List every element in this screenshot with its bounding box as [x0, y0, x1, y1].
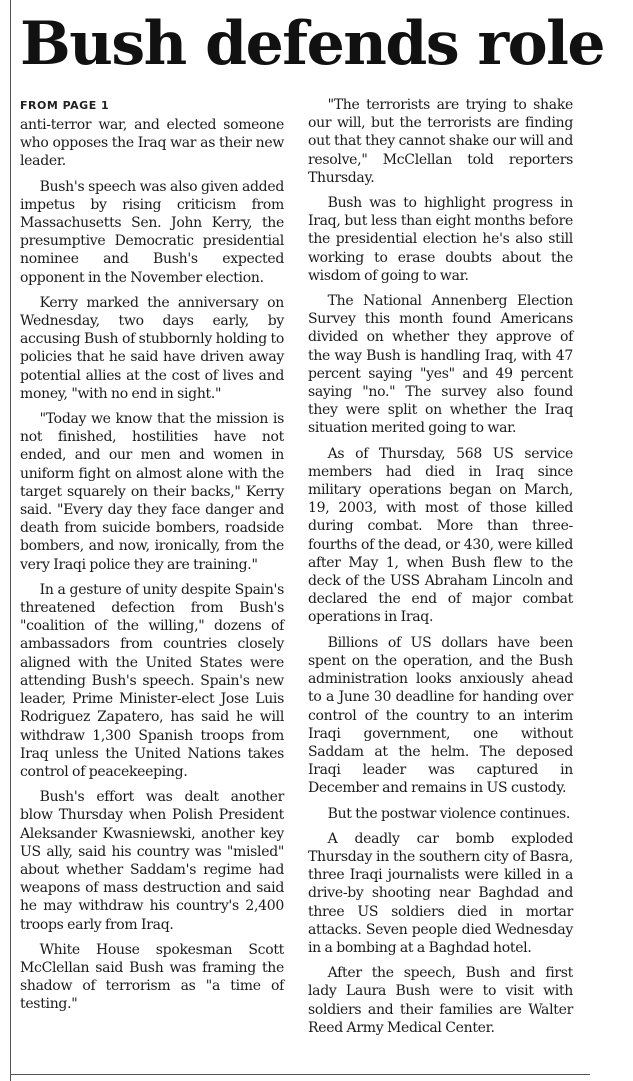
column-rule: [10, 0, 11, 1081]
headline: Bush defends role: [20, 9, 605, 79]
paragraph: White House spokesman Scott McClellan said Bush was framing the shadow of terrorism as "a time of testing.": [20, 941, 284, 1013]
paragraph: In a gesture of unity despite Spain's threatened defection from Bush's "coalition of the willing," dozens of ambassadors from countries closely aligned with the United States were attending Bush's speech. Spain's new leader, Prime Minister-elect Jose Luis Rodriguez Zapatero, has said he will withdraw 1,300 Spanish troops from Iraq unless the United Nations takes control of peacekeeping.: [20, 581, 284, 780]
paragraph: Bush was to highlight progress in Iraq, but less than eight months before the presidential election he's also still working to erase doubts about the wisdom of going to war.: [308, 195, 573, 284]
paragraph: anti-terror war, and elected someone who opposes the Iraq war as their new leader.: [20, 117, 284, 170]
paragraph: A deadly car bomb exploded Thursday in the southern city of Basra, three Iraqi journalists were killed in a drive-by shooting near Baghdad and three US soldiers died in mortar attacks. Seven people died Wednesday in a bombing at a Baghdad hotel.: [308, 830, 573, 956]
paragraph: Bush's effort was dealt another blow Thursday when Polish President Aleksander Kwasniewski, another key US ally, said his country was "misled" about whether Saddam's regime had weapons of mass destruction and said he may withdraw his country's 2,400 troops early from Iraq.: [20, 789, 284, 933]
jump-label: FROM PAGE 1: [20, 99, 110, 112]
left-column: [20, 96, 284, 1021]
paragraph: "Today we know that the mission is not finished, hostilities have not ended, and our men and women in uniform fight on almost alone with the target squarely on their backs," Kerry said. "Every day they face danger and death from suicide bombers, roadside bombers, and now, ironically, from the very Iraqi police they are training.": [20, 411, 284, 573]
paragraph: "The terrorists are trying to shake our will, but the terrorists are finding out that they cannot shake our will and resolve," McClellan told reporters Thursday.: [308, 97, 573, 186]
paragraph: After the speech, Bush and first lady Laura Bush were to visit with soldiers and their families are Walter Reed Army Medical Center.: [308, 965, 573, 1036]
paragraph: Billions of US dollars have been spent on the operation, and the Bush administration looks anxiously ahead to a June 30 deadline for handing over control of the country to an interim Iraqi government, one without Saddam at the helm. The deposed Iraqi leader was captured in December and remains in US custody.: [308, 634, 573, 797]
paragraph: Bush's speech was also given added impetus by rising criticism from Massachusetts Sen. John Kerry, the presumptive Democratic presidential nominee and Bush's expected opponent in the November election.: [20, 178, 284, 286]
paragraph: Kerry marked the anniversary on Wednesday, two days early, by accusing Bush of stubbornly holding to policies that he said have driven away potential allies at the cost of lives and money, "with no end in sight.": [20, 294, 284, 402]
paragraph: As of Thursday, 568 US service members had died in Iraq since military operations began on March, 19, 2003, with most of those killed during combat. More than three-fourths of the dead, or 430, were killed after May 1, when Bush flew to the deck of the USS Abraham Lincoln and declared the end of major combat operations in Iraq.: [308, 445, 573, 626]
paragraph: The National Annenberg Election Survey this month found Americans divided on whether they approve of the way Bush is handling Iraq, with 47 percent saying "yes" and 49 percent saying "no." The survey also found they were split on whether the Iraq situation merited going to war.: [308, 293, 573, 437]
right-column: [308, 96, 573, 1044]
bottom-rule: [10, 1074, 590, 1075]
paragraph: But the postwar violence continues.: [327, 805, 571, 822]
